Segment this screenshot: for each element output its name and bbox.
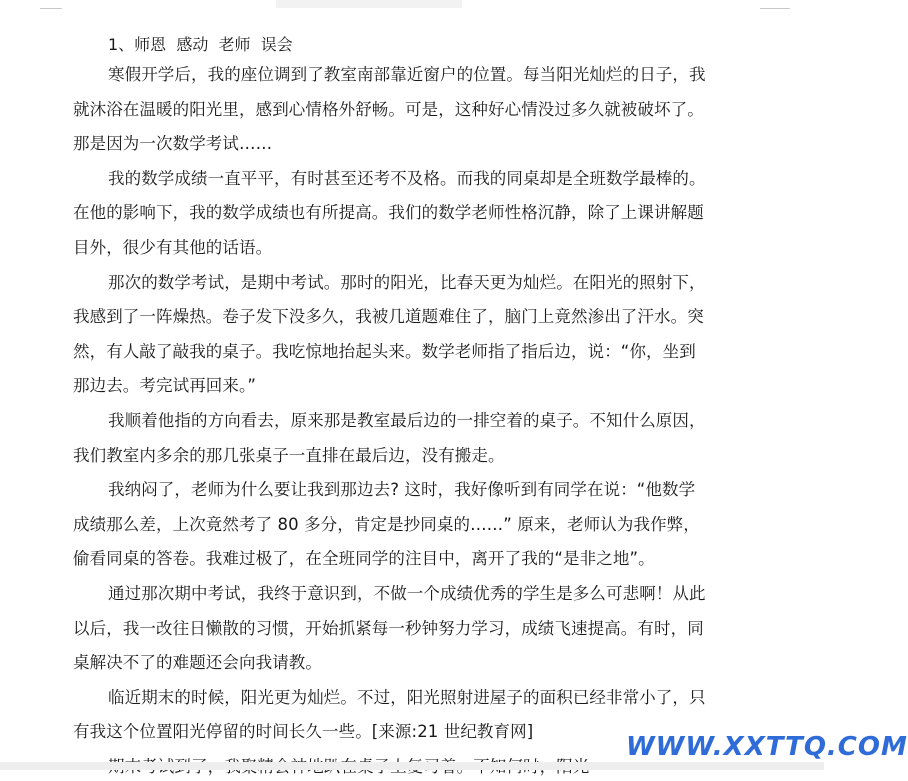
paragraph-line: 我感到了一阵燥热。卷子发下没多久，我被几道题难住了，脑门上竟然渗出了汗水。突 <box>73 307 704 327</box>
paragraph-first-line: 我的数学成绩一直平平，有时甚至还考不及格。而我的同桌却是全班数学最棒的。 <box>108 168 706 188</box>
paragraph-first-line: 我纳闷了，老师为什么要让我到那边去? 这时，我好像听到有同学在说：“他数学 <box>108 480 696 500</box>
paragraph-first-line: 寒假开学后，我的座位调到了教室南部靠近窗户的位置。每当阳光灿烂的日子，我 <box>108 65 706 84</box>
paragraph-line: 桌解决不了的难题还会向我请教。 <box>73 653 322 673</box>
paragraph-line: 成绩那么差，上次竟然考了 80 多分，肯定是抄同桌的……” 原来，老师认为我作弊， <box>73 514 700 534</box>
document-page <box>0 30 824 760</box>
paragraph-line: 那边去。考完试再回来。” <box>73 376 256 396</box>
paragraph-line: 在他的影响下，我的数学成绩也有所提高。我们的数学老师性格沉静，除了上课讲解题 <box>73 203 704 223</box>
paragraph-line: 我们教室内多余的那几张桌子一直排在最后边，没有搬走。 <box>73 445 505 465</box>
paragraph-first-line: 我顺着他指的方向看去，原来那是教室最后边的一排空着的桌子。不知什么原因， <box>108 411 706 430</box>
margin-mark-right <box>760 8 790 9</box>
article-heading: 1、师恩 感动 老师 误会 <box>108 35 293 54</box>
paragraph-line: 那是因为一次数学考试…… <box>73 134 273 154</box>
paragraph-first-line: 临近期末的时候，阳光更为灿烂。不过，阳光照射进屋子的面积已经非常小了，只 <box>108 687 706 707</box>
header-strip <box>276 0 462 8</box>
paragraph-line: 以后，我一改往日懒散的习惯，开始抓紧每一秒钟努力学习，成绩飞速提高。有时，同 <box>73 618 704 638</box>
paragraph-first-line: 那次的数学考试，是期中考试。那时的阳光，比春天更为灿烂。在阳光的照射下， <box>108 272 706 292</box>
margin-mark-left <box>40 8 62 9</box>
paragraph-line: 然，有人敲了敲我的桌子。我吃惊地抬起头来。数学老师指了指后边，说：“你，坐到 <box>73 341 696 361</box>
paragraph-line: 就沐浴在温暖的阳光里，感到心情格外舒畅。可是，这种好心情没过多久就被破坏了。 <box>73 99 704 119</box>
page-bottom-edge <box>0 762 824 770</box>
paragraph-first-line: 通过那次期中考试，我终于意识到，不做一个成绩优秀的学生是多么可悲啊！从此 <box>108 584 706 603</box>
paragraph-line: 偷看同桌的答卷。我难过极了，在全班同学的注目中，离开了我的“是非之地”。 <box>73 549 655 569</box>
paragraph-line: 目外，很少有其他的话语。 <box>73 238 273 257</box>
site-watermark: WWW.XXTTQ.COM <box>626 732 908 762</box>
paragraph-line: 有我这个位置阳光停留的时间长久一些。[来源:21 世纪教育网] <box>73 722 534 742</box>
page-top-edge <box>0 0 824 22</box>
